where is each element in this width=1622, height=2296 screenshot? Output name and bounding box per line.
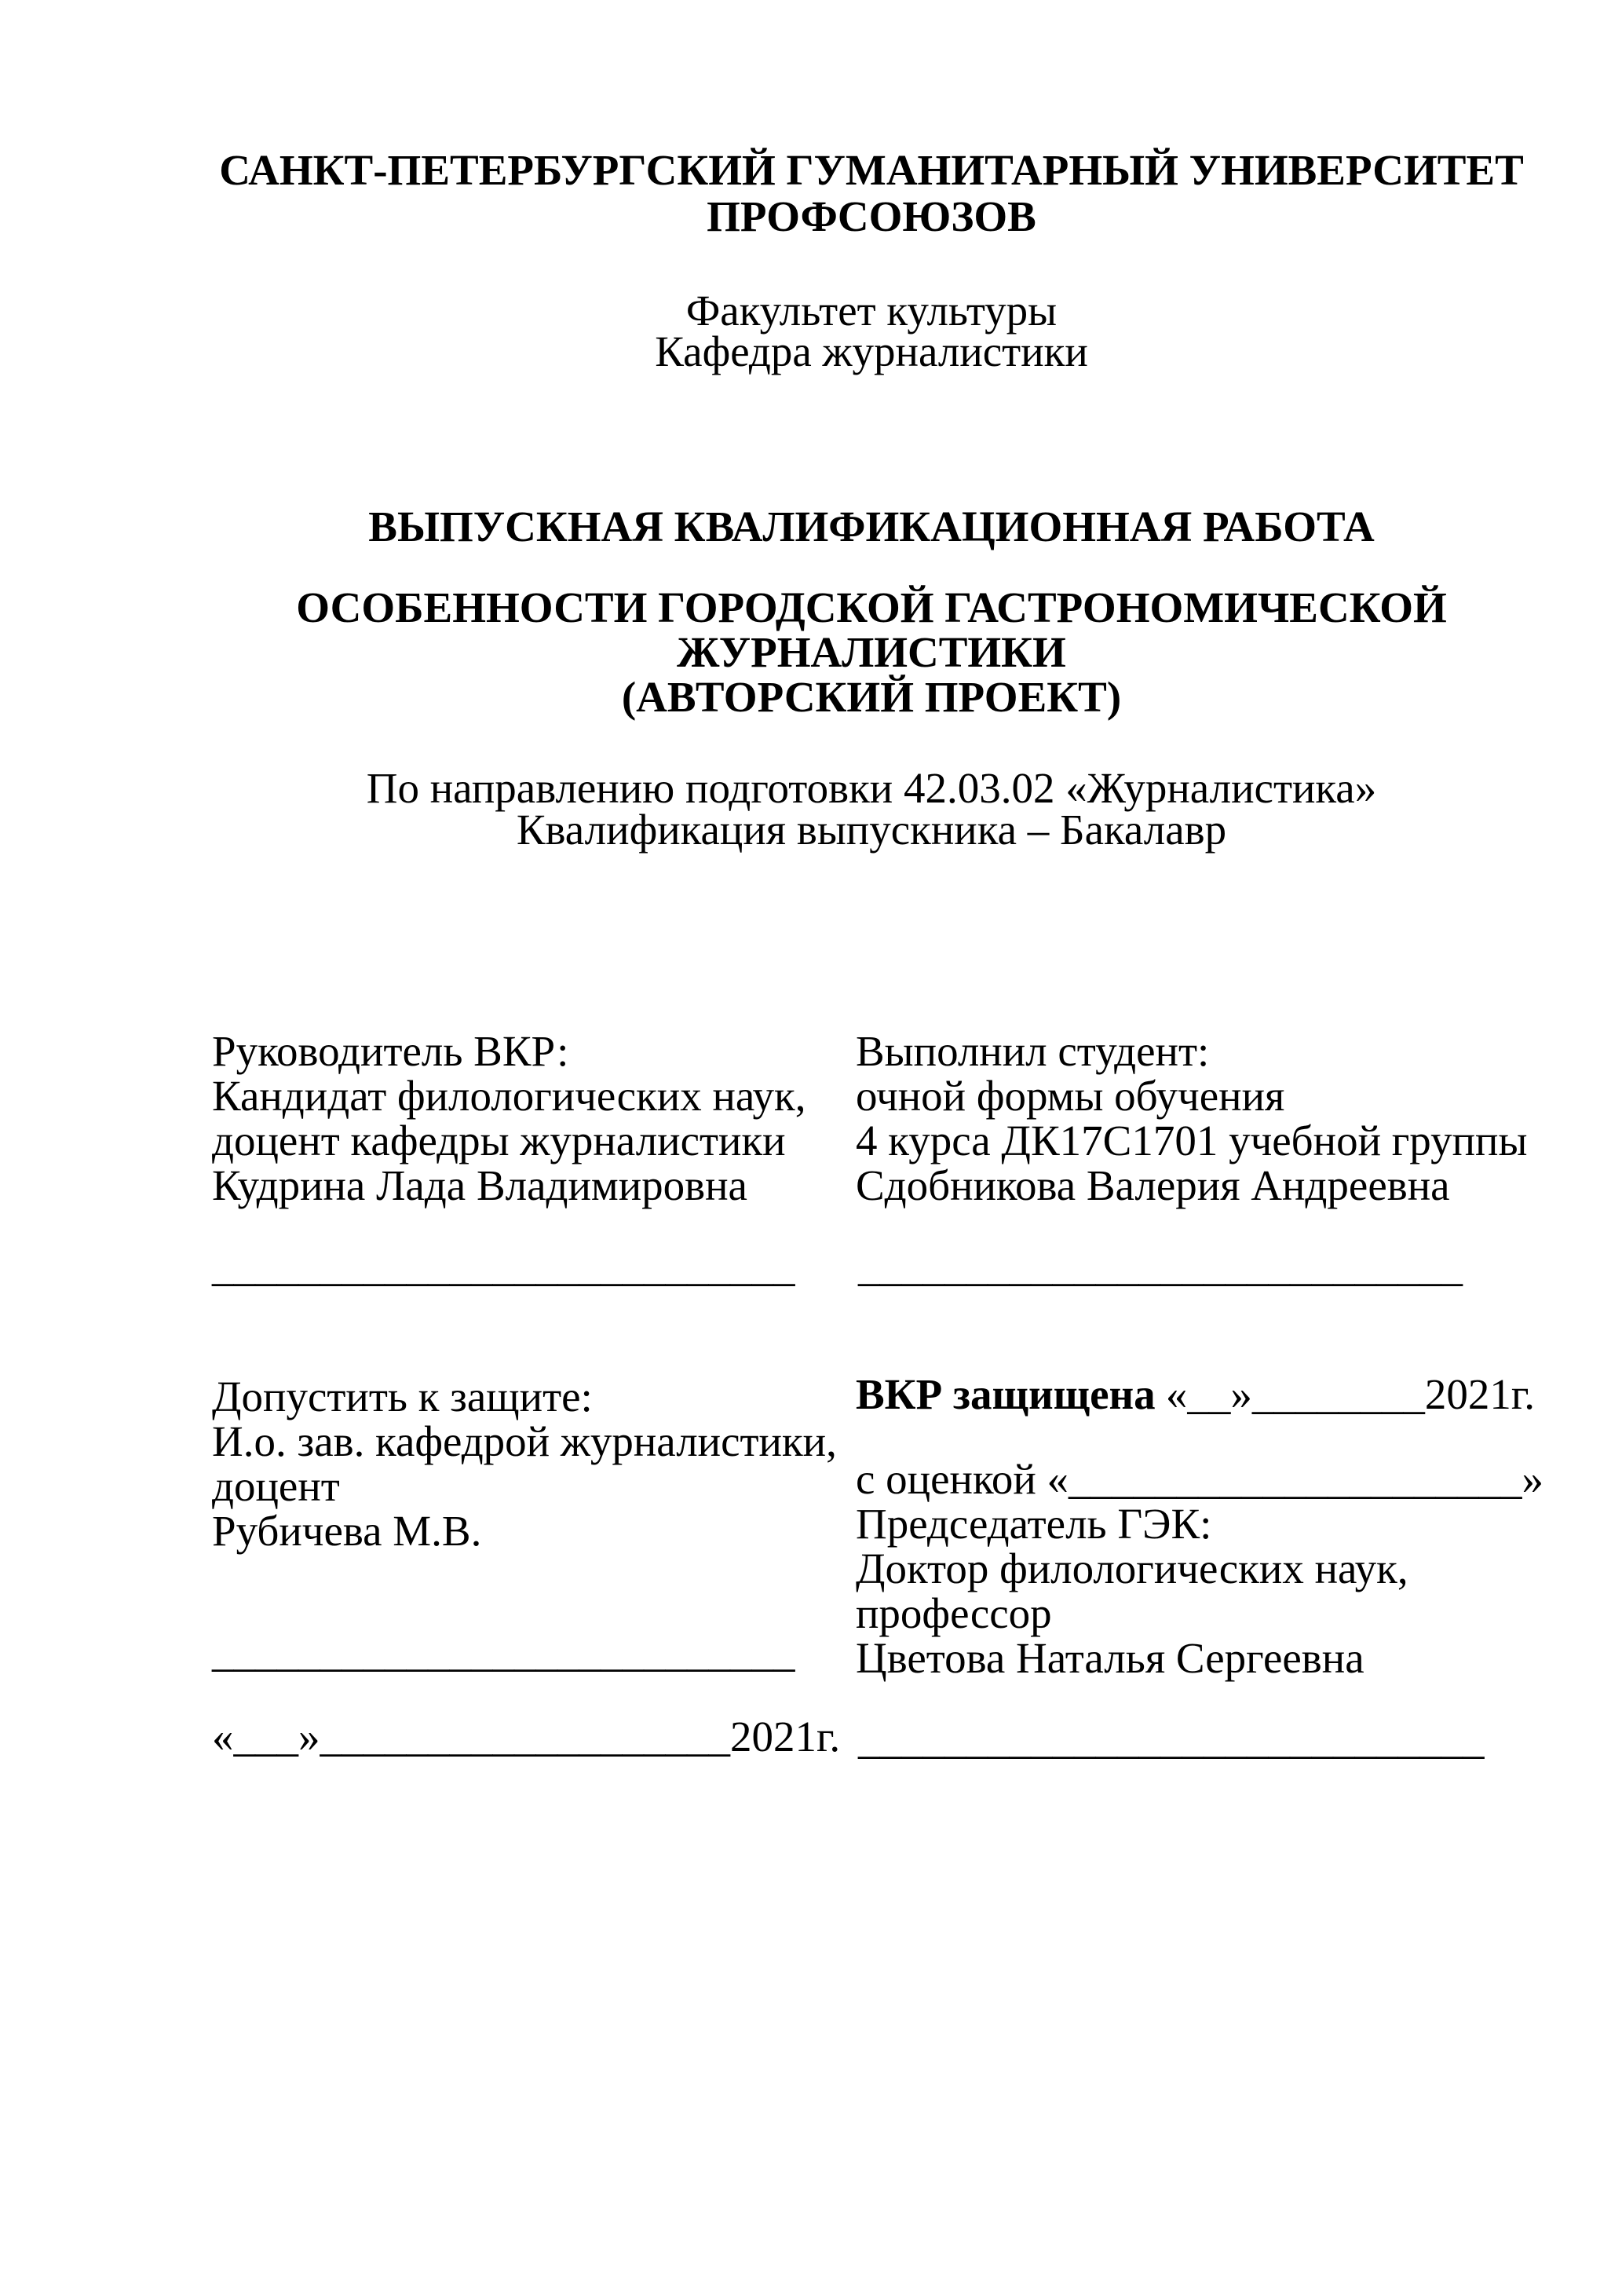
student-block [856,1029,1527,1208]
faculty-name: Факультет культуры [685,287,1058,335]
admission-name: Рубичева М.В. [212,1507,482,1555]
student-name: Сдобникова Валерия Андреевна [856,1161,1450,1209]
department-name: Кафедра журналистики [655,327,1088,375]
admission-position-line2: доцент [212,1462,340,1510]
chairman-label: Председатель ГЭК: [856,1500,1212,1548]
chairman-signature-line: _____________________________ [858,1715,1485,1763]
supervisor-block [212,1029,806,1208]
chairman-position: профессор [856,1589,1052,1637]
admission-date-line: «___»___________________2021г. [212,1713,841,1760]
program-block [212,764,1531,854]
supervisor-degree: Кандидат филологических наук, [212,1072,806,1120]
thesis-title-line3: (АВТОРСКИЙ ПРОЕКТ) [621,673,1122,721]
defense-date-row [856,1372,1543,1417]
supervisor-name: Кудрина Лада Владимировна [212,1161,747,1209]
student-group: 4 курса ДК17С1701 учебной группы [856,1117,1528,1164]
qualification-line: Квалификация выпускника – Бакалавр [516,806,1227,854]
thesis-title-line1: ОСОБЕННОСТИ ГОРОДСКОЙ ГАСТРОНОМИЧЕСКОЙ [296,583,1447,631]
defense-spacer [856,1417,1543,1457]
university-header [212,147,1531,239]
university-name-line1: САНКТ-ПЕТЕРБУРГСКИЙ ГУМАНИТАРНЫЙ УНИВЕРСИТЕТ [219,146,1524,194]
chairman-degree: Доктор филологических наук, [856,1545,1408,1592]
faculty-block [212,287,1531,375]
supervisor-signature-line: ___________________________ [212,1242,795,1290]
admission-position-line1: И.о. зав. кафедрой журналистики, [212,1417,837,1465]
student-study-form: очной формы обучения [856,1072,1285,1120]
university-name-line2: ПРОФСОЮЗОВ [707,192,1036,240]
defense-grade-line: с оценкой «_____________________» [856,1455,1544,1503]
thesis-title [212,585,1531,719]
thesis-title-line2: ЖУРНАЛИСТИКИ [677,628,1066,676]
defense-date-blank: «__»________2021г. [1165,1370,1535,1418]
supervisor-label: Руководитель ВКР: [212,1027,569,1075]
admission-block [212,1374,837,1553]
admission-label: Допустить к защите: [212,1373,593,1420]
student-label: Выполнил студент: [856,1027,1210,1075]
program-line: По направлению подготовки 42.03.02 «Журналистика» [366,764,1377,812]
student-signature-line: ____________________________ [858,1242,1463,1290]
work-type-text: ВЫПУСКНАЯ КВАЛИФИКАЦИОННАЯ РАБОТА [368,503,1375,550]
work-type-heading [212,504,1531,549]
defense-block [856,1372,1543,1680]
admission-signature-line: ___________________________ [212,1628,795,1676]
chairman-name: Цветова Наталья Сергеевна [856,1634,1364,1682]
defense-label: ВКР защищена [856,1370,1156,1418]
supervisor-position: доцент кафедры журналистики [212,1117,786,1164]
